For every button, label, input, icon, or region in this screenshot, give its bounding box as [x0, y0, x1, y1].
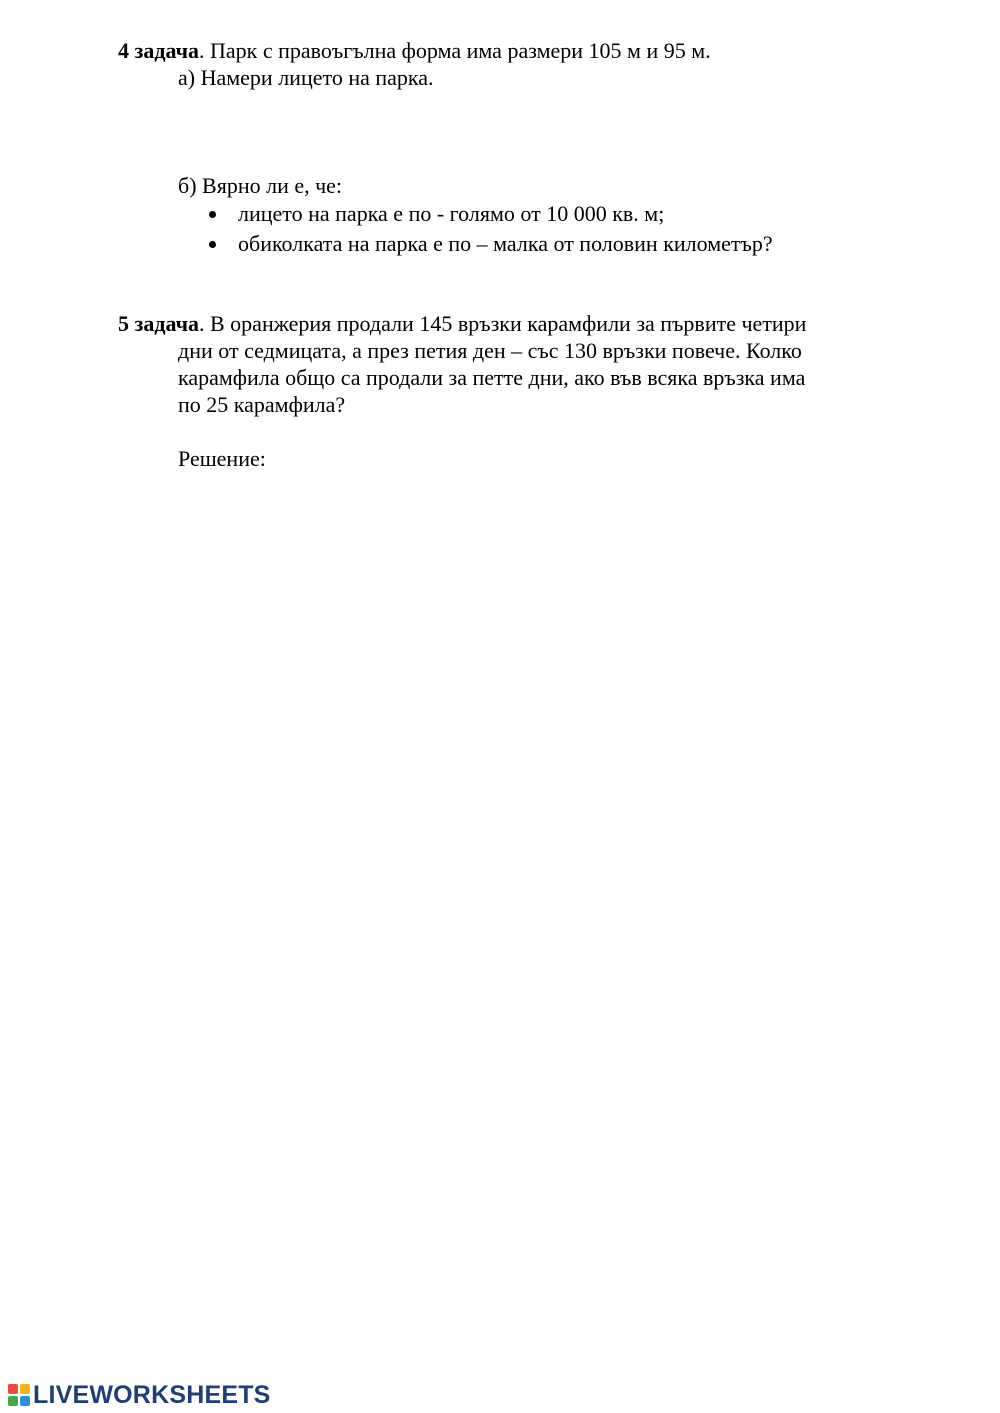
- task4-part-a: а) Намери лицето на парка.: [178, 65, 434, 90]
- task5-label: 5 задача: [118, 311, 199, 336]
- task5-line-2: дни от седмицата, а през петия ден – със 130 връзки повече. Колко: [178, 338, 802, 363]
- task4-bullet-1: лицето на парка е по - голямо от 10 000 кв. м;: [238, 201, 665, 226]
- task4-part-b: б) Вярно ли е, че:: [178, 173, 343, 198]
- logo-text: LIVEWORKSHEETS: [33, 1380, 271, 1409]
- task5-heading: [118, 311, 806, 337]
- task4-heading: [118, 38, 711, 64]
- task5-line-3: карамфила общо са продали за петте дни, ако във всяка връзка има: [178, 365, 806, 390]
- liveworksheets-logo-icon: [8, 1384, 30, 1406]
- task5-solution-label: Решение:: [178, 446, 266, 471]
- task4-bullet-2: обиколката на парка е по – малка от половин километър?: [238, 231, 773, 256]
- bullet-icon: [209, 211, 216, 218]
- task4-label: 4 задача: [118, 38, 199, 63]
- task5-line-1: . В оранжерия продали 145 връзки карамфили за първите четири: [199, 311, 807, 336]
- liveworksheets-logo: [8, 1380, 271, 1410]
- task4-text: . Парк с правоъгълна форма има размери 105 м и 95 м.: [199, 38, 711, 63]
- task5-line-4: по 25 карамфила?: [178, 392, 346, 417]
- bullet-icon: [209, 241, 216, 248]
